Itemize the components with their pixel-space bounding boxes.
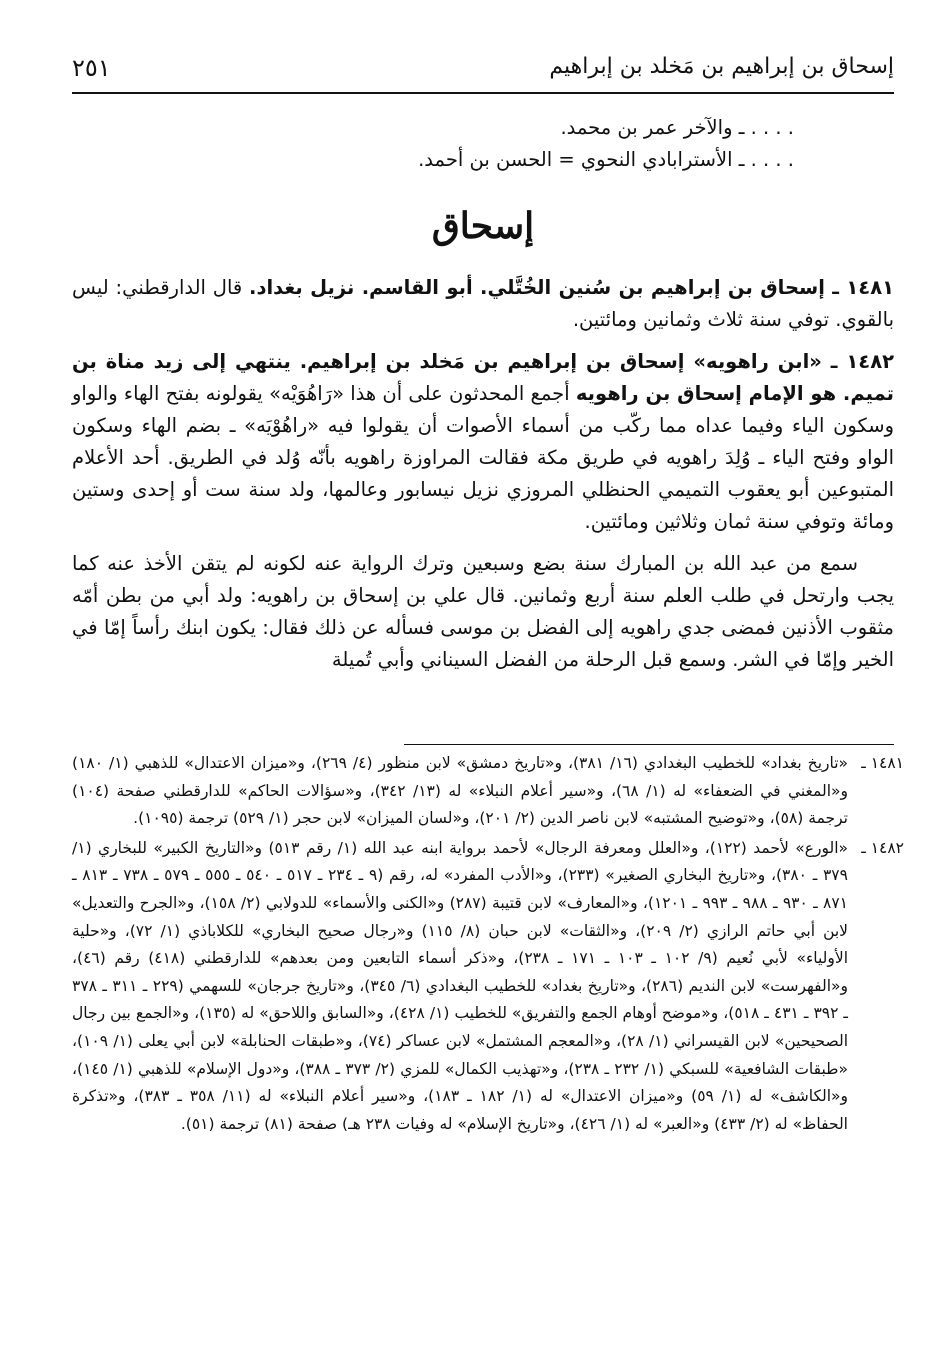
footnote-1481	[72, 750, 904, 833]
entry-heading: ١٤٨١ ـ إسحاق بن إبراهيم بن سُنين الخُتَّلي. أبو القاسم. نزيل بغداد.	[249, 276, 894, 299]
intro-line: . . . . ـ الأسترابادي النحوي = الحسن بن أحمد.	[418, 148, 794, 171]
footnote-text: «تاريخ بغداد» للخطيب البغدادي (١٦/ ٣٨١)، و«تاريخ دمشق» لابن منظور (٤/ ٢٦٩)، و«ميزان الاعتدال» للذهبي (١/ ١٨٠) و«المغني في الضعفاء» له (١/ ٦٨)، و«سير أعلام النبلاء» له (١٣/ ٣٤٢)، و«سؤالات الحاكم» للدارقطني صفحة (١٠٤) ترجمة (٥٨)، و«توضيح المشتبه» لابن ناصر الدين (٢/ ٢٠١)، و«لسان الميزان» لابن حجر (١/ ٥٢٩) ترجمة (١٠٩٥).	[72, 754, 849, 828]
entry-body: أجمع المحدثون على أن هذا «رَاهُوَيْه» يقولونه بفتح الهاء والواو وسكون الياء وفيما عداه مما ركّب من أسماء الأصوات أن يقولوا فيه «راهُوْيَه» ـ بضم الهاء وسكون الواو وفتح الياء ـ وُلِدَ راهويه في طريق مكة فقالت المراوزة راهويه بأنّه وُلد في الطريق. أحد الأعلام المتبوعين أبو يعقوب التميمي الحنظلي المروزي نزيل نيسابور وعالمها، ولد سنة ست أو إحدى وستين ومائة وتوفي سنة ثمان وثلاثين ومائتين.	[72, 382, 894, 533]
entry-body: قال الدارقطني: ليس بالقوي. توفي سنة ثلاث وثمانين ومائتين.	[72, 276, 894, 331]
main-text	[72, 112, 894, 676]
section-title: إسحاق	[431, 205, 535, 247]
page-number: ٢٥١	[72, 54, 111, 82]
footnote-number: ١٤٨٢ ـ	[861, 838, 904, 857]
footnote-text: «الورع» لأحمد (١٢٢)، و«العلل ومعرفة الرجال» لأحمد برواية ابنه عبد الله (١/ رقم ٥١٣) و«التاريخ الكبير» للبخاري (١/ ٣٧٩ ـ ٣٨٠)، و«تاريخ البخاري الصغير» (٢٣٣)، و«الأدب المفرد» له، رقم (٩ ـ ٢٣٤ ـ ٥١٧ ـ ٥٤٠ ـ ٥٥٥ ـ ٥٧٩ ـ ٧٣٨ ـ ٨١٣ ـ ٨٧١ ـ ٩٣٠ ـ ٩٨٨ ـ ٩٩٣ ـ ١٢٠١)، و«المعارف» لابن قتيبة (٢٨٧) و«الكنى والأسماء» للدولابي (٢/ ١٥٨)، و«الجرح والتعديل» لابن أبي حاتم الرازي (٢/ ٢٠٩)، و«الثقات» لابن حبان (٨/ ١١٥) و«رجال صحيح البخاري» للكلاباذي (١/ ٧٢)، و«حلية الأولياء» لأبي نُعيم (٩/ ١٠٢ ـ ١٠٣ ـ ١٧١ ـ ٢٣٨)، و«ذكر أسماء التابعين ومن بعدهم» للدارقطني (٤١٨) رقم (٤٦)، و«الفهرست» لابن النديم (٢٨٦)، و«تاريخ بغداد» للخطيب البغدادي (٦/ ٣٤٥)، و«تاريخ جرجان» للسهمي (٢٢٩ ـ ٣١١ ـ ٣٧٨ ـ ٣٩٢ ـ ٤٣١ ـ ٥١٨)، و«موضح أوهام الجمع والتفريق» للخطيب (١/ ٤٢٨)، و«السابق واللاحق» له (١٣٥)، و«الجمع بين رجال الصحيحين» لابن القيسراني (١/ ٢٨)، و«المعجم المشتمل» لابن عساكر (٧٤)، و«طبقات الحنابلة» لابن أبي يعلى (١/ ١٠٩)، «طبقات الشافعية» للسبكي (١/ ٢٣٢ ـ ٢٣٨)، و«تهذيب الكمال» للمزي (٢/ ٣٧٣ ـ ٣٨٨)، و«دول الإسلام» للذهبي (١/ ١٤٥)، و«الكاشف» له (١/ ٥٩) و«ميزان الاعتدال» له (١/ ١٨٢ ـ ١٨٣)، و«سير أعلام النبلاء» له (١١/ ٣٥٨ ـ ٣٨٣)، و«تذكرة الحفاظ» له (٢/ ٤٣٣) و«العبر» له (١/ ٤٢٦)، و«تاريخ الإسلام» له وفيات ٢٣٨ هـ) صفحة (٨١) ترجمة (٥١).	[72, 838, 849, 1133]
footnote-1482	[72, 835, 904, 1139]
entry-1481	[72, 272, 894, 336]
footnote-divider	[404, 744, 894, 745]
footnote-number: ١٤٨١ ـ	[861, 754, 904, 772]
page-header	[72, 48, 894, 94]
entry-heading: ١٤٨٢ ـ «ابن راهويه» إسحاق بن إبراهيم بن مَخلد بن إبراهيم. ينتهي إلى زيد مناة بن تميم. هو الإمام إسحاق بن راهويه	[72, 350, 894, 405]
body-paragraph: سمع من عبد الله بن المبارك سنة بضع وسبعين وترك الرواية عنه لكونه لم يتقن الأخذ عنه كما يجب وارتحل في طلب العلم سنة أربع وثمانين. قال علي بن إسحاق بن راهويه: ولد أبي من بطن أمّه مثقوب الأذنين فمضى جدي راهويه إلى الفضل بن موسى فسأله عن ذلك فقال: يكون ابنك رأساً إمّا في الخير وإمّا في الشر. وسمع قبل الرحلة من الفضل السيناني وأبي تُميلة	[72, 552, 894, 671]
footnotes	[72, 750, 904, 1140]
entry-1482	[72, 346, 894, 538]
intro-line: . . . . ـ والآخر عمر بن محمد.	[560, 116, 794, 139]
running-title: إسحاق بن إبراهيم بن مَخلد بن إبراهيم	[549, 54, 894, 79]
